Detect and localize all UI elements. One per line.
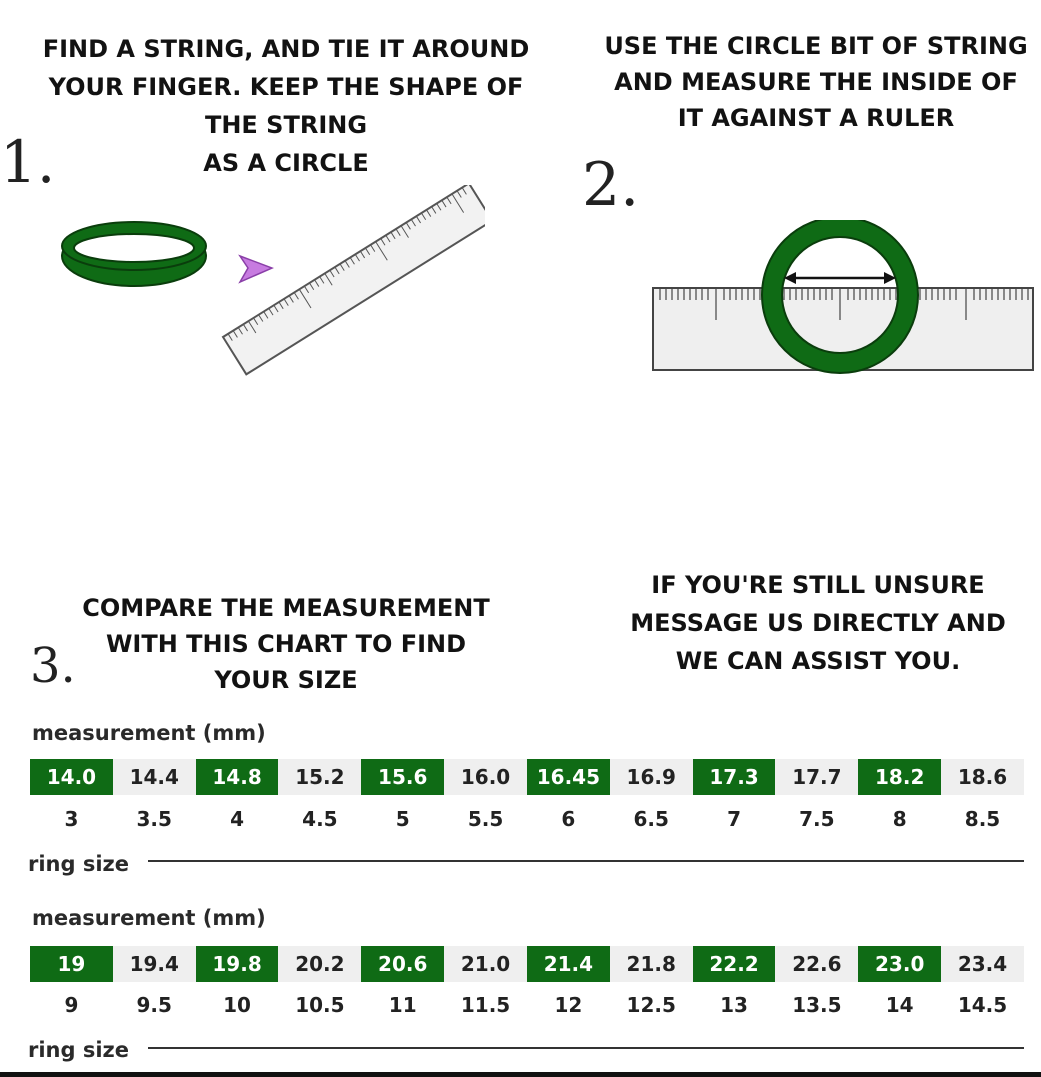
step1-line: THE STRING	[204, 111, 368, 139]
ring-size-divider-2	[148, 1047, 1024, 1049]
ring-size-label-1: ring size	[28, 852, 130, 876]
ring-size-cell: 13	[720, 993, 748, 1017]
note-line: WE CAN ASSIST YOU.	[675, 647, 961, 675]
measurement-cell: 21.0	[460, 952, 511, 976]
measurement-cell: 20.2	[295, 952, 345, 976]
measurement-cell: 19.4	[129, 952, 179, 976]
measurement-cell: 18.6	[957, 765, 1008, 789]
ring-size-cell: 5	[395, 807, 410, 831]
ring-size-cell: 4.5	[302, 807, 338, 831]
measurement-cell: 14.4	[129, 765, 179, 789]
ring-size-row-2	[30, 987, 1024, 1023]
step3-number: 3.	[30, 638, 76, 694]
step2-number: 2.	[582, 150, 640, 220]
ring-size-label-2: ring size	[28, 1038, 130, 1062]
ring-size-cell: 8	[892, 807, 907, 831]
ring-size-cell: 12.5	[626, 993, 676, 1017]
step2-instructions	[596, 28, 1036, 136]
measurement-cell: 22.6	[792, 952, 842, 976]
measurement-cell: 15.6	[361, 759, 444, 795]
step3-line: WITH THIS CHART TO FIND	[105, 630, 467, 658]
measurement-cell: 17.3	[693, 759, 776, 795]
ring-size-cell: 6.5	[633, 807, 669, 831]
measurement-label-2: measurement (mm)	[32, 906, 266, 930]
measurement-cell: 21.8	[626, 952, 676, 976]
note-line: MESSAGE US DIRECTLY AND	[630, 609, 1006, 637]
ring-size-cell: 7	[727, 807, 741, 831]
step3-line: YOUR SIZE	[214, 666, 358, 694]
measurement-cell: 19	[30, 946, 113, 982]
measurement-row-1	[30, 759, 1024, 795]
ring-size-cell: 11	[388, 993, 417, 1017]
ring-size-cell: 10	[223, 993, 251, 1017]
ring-size-cell: 7.5	[799, 807, 835, 831]
measurement-label-1: measurement (mm)	[32, 721, 266, 745]
step1-line: YOUR FINGER. KEEP THE SHAPE OF	[48, 73, 524, 101]
measurement-cell: 22.2	[693, 946, 776, 982]
measurement-cell: 20.6	[361, 946, 444, 982]
measurement-cell: 15.2	[295, 765, 345, 789]
ring-size-cell: 3	[64, 807, 79, 831]
ring-size-cell: 4	[230, 807, 245, 831]
measurement-cell: 16.45	[527, 759, 610, 795]
ring-on-ruler-icon	[650, 220, 1036, 375]
ring-icon	[56, 216, 212, 292]
ring-size-cell: 12	[554, 993, 583, 1017]
measurement-cell: 14.8	[196, 759, 279, 795]
assistance-note	[608, 566, 1028, 680]
measurement-cell: 19.8	[196, 946, 279, 982]
ring-size-cell: 5.5	[467, 807, 504, 831]
note-line: IF YOU'RE STILL UNSURE	[651, 571, 985, 599]
ring-size-cell: 3.5	[136, 807, 172, 831]
measurement-cell: 23.0	[858, 946, 941, 982]
step3-instructions	[60, 590, 512, 698]
ring-size-cell: 9	[64, 993, 79, 1017]
bottom-border	[0, 1072, 1041, 1077]
ring-size-cell: 14	[885, 993, 914, 1017]
measurement-row-2	[30, 946, 1024, 982]
measurement-cell: 16.9	[626, 765, 676, 789]
ring-size-cell: 14.5	[957, 993, 1008, 1017]
step2-line: USE THE CIRCLE BIT OF STRING	[604, 32, 1028, 60]
measurement-cell: 16.0	[460, 765, 511, 789]
step1-line: FIND A STRING, AND TIE IT AROUND	[42, 35, 530, 63]
step1-number: 1.	[0, 128, 56, 196]
measurement-cell: 14.0	[30, 759, 113, 795]
ring-size-cell: 11.5	[460, 993, 511, 1017]
measurement-cell: 18.2	[858, 759, 941, 795]
ring-size-row-1	[30, 801, 1024, 837]
ruler-icon	[215, 185, 485, 390]
ring-size-cell: 13.5	[792, 993, 842, 1017]
ring-size-cell: 9.5	[136, 993, 172, 1017]
step2-line: IT AGAINST A RULER	[677, 104, 955, 132]
step3-line: COMPARE THE MEASUREMENT	[82, 594, 490, 622]
measurement-cell: 21.4	[527, 946, 610, 982]
ring-size-divider-1	[148, 860, 1024, 862]
ring-size-cell: 8.5	[964, 807, 1001, 831]
ring-size-cell: 10.5	[295, 993, 345, 1017]
ring-size-cell: 6	[561, 807, 576, 831]
measurement-cell: 23.4	[957, 952, 1008, 976]
step2-line: AND MEASURE THE INSIDE OF	[614, 68, 1018, 96]
step1-line: AS A CIRCLE	[203, 149, 369, 177]
measurement-cell: 17.7	[792, 765, 842, 789]
step1-instructions	[30, 30, 542, 182]
